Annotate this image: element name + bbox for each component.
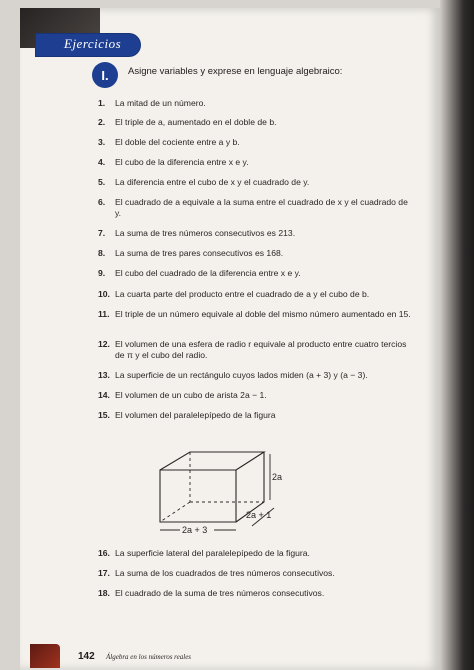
item-text: La suma de tres pares consecutivos es 168. [115,248,284,258]
exercise-item [98,228,416,239]
item-text: El volumen de un cubo de arista 2a − 1. [115,390,267,400]
item-text: El cuadrado de la suma de tres números consecutivos. [115,588,325,598]
item-number: 8. [98,248,106,258]
item-number: 18. [98,588,110,598]
item-text: El doble del cociente entre a y b. [115,137,240,147]
depth-label: 2a + 1 [246,510,272,520]
item-text: El cubo del cuadrado de la diferencia entre x e y. [115,268,301,278]
item-number: 1. [98,98,106,108]
item-text: El volumen de una esfera de radio r equivale al producto entre cuatro tercios de π y el cubo del radio. [115,339,407,360]
item-number: 13. [98,370,110,380]
item-text: La suma de tres números consecutivos es 213. [115,228,296,238]
exercise-item [98,197,416,219]
item-number: 11. [98,309,110,319]
exercises-banner [36,34,140,56]
item-text: La mitad de un número. [115,98,206,108]
page-edge-shadow [440,0,474,670]
item-number: 6. [98,197,106,207]
height-label: 2a [272,472,283,482]
exercise-item [98,98,416,109]
item-number: 15. [98,410,110,420]
item-number: 3. [98,137,106,147]
running-title: Álgebra en los números reales [106,653,192,661]
width-label: 2a + 3 [182,525,208,535]
exercise-item [98,410,416,421]
item-text: La diferencia entre el cubo de x y el cuadrado de y. [115,177,310,187]
item-number: 10. [98,289,110,299]
exercise-item [98,117,416,128]
parallelepiped-figure [150,446,290,538]
item-text: El triple de un número equivale al doble del mismo número aumentado en 15. [115,309,411,319]
exercise-item [98,177,416,188]
item-text: La superficie lateral del paralelepípedo de la figura. [115,548,310,558]
exercise-item [98,548,416,559]
item-text: La cuarta parte del producto entre el cuadrado de a y el cubo de b. [115,289,370,299]
item-number: 14. [98,390,110,400]
item-number: 4. [98,157,106,167]
exercise-item [98,137,416,148]
box-top-face [160,452,264,470]
exercise-item [98,339,416,361]
item-number: 2. [98,117,106,127]
item-text: La superficie de un rectángulo cuyos lados miden (a + 3) y (a − 3). [115,370,368,380]
exercise-item [98,309,416,320]
exercise-item [98,370,416,381]
page-number: 142 [78,651,95,662]
exercise-item [98,588,416,599]
item-text: El cuadrado de a equivale a la suma entre el cuadrado de x y el cuadrado de y. [115,197,408,218]
exercise-item [98,390,416,401]
item-number: 5. [98,177,106,187]
exercise-item [98,268,416,279]
item-number: 17. [98,568,110,578]
exercise-item [98,248,416,259]
exercise-item [98,568,416,579]
hidden-edge [160,502,190,522]
item-text: El triple de a, aumentado en el doble de b. [115,117,277,127]
exercise-item [98,289,416,300]
section-badge: I. [92,62,118,88]
exercise-item [98,157,416,168]
item-text: El volumen del paralelepípedo de la figura [115,410,276,420]
banner-title: Ejercicios [64,36,122,51]
item-number: 9. [98,268,106,278]
item-number: 7. [98,228,106,238]
section-instruction: Asigne variables y exprese en lenguaje algebraico: [128,66,343,77]
item-number: 12. [98,339,110,349]
item-text: La suma de los cuadrados de tres números consecutivos. [115,568,335,578]
item-text: El cubo de la diferencia entre x e y. [115,157,249,167]
item-number: 16. [98,548,110,558]
box-front-face [160,470,236,522]
footer-decoration [30,644,60,668]
